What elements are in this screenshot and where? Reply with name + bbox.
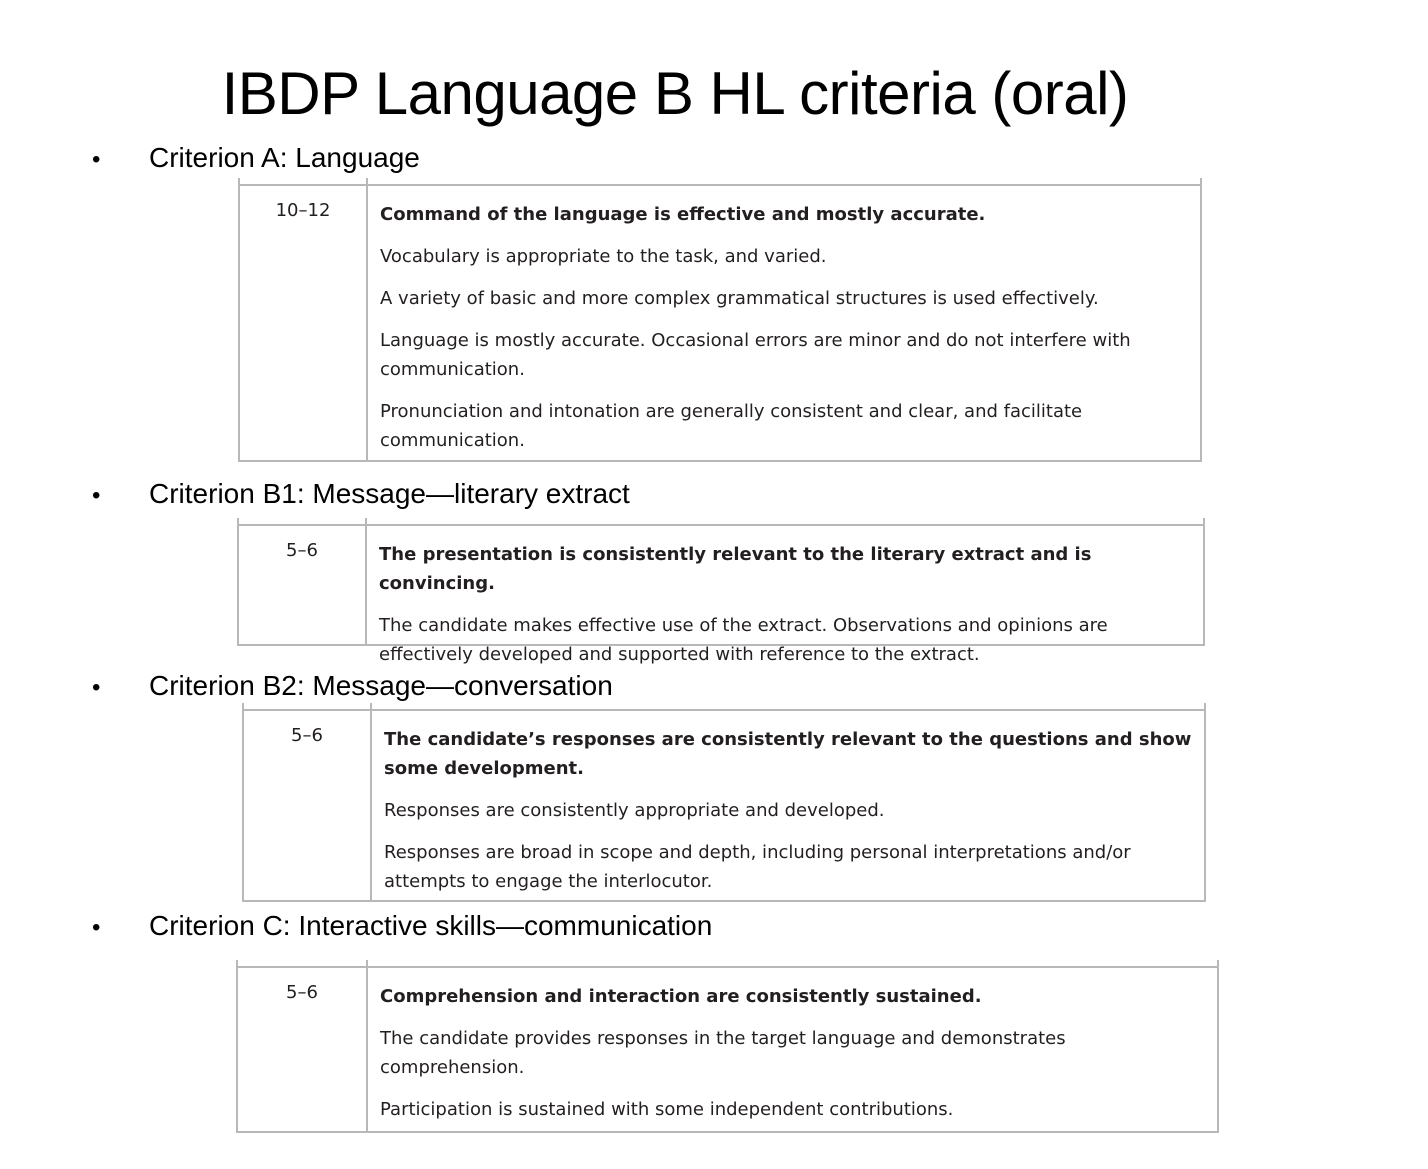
criterion-b1-descriptors	[367, 526, 1203, 665]
bullet-icon: •	[92, 914, 101, 941]
criterion-b2-table	[242, 709, 1206, 902]
criterion-c-table	[236, 966, 1219, 1133]
bullet-icon: •	[92, 674, 101, 701]
bullet-icon: •	[92, 146, 101, 173]
criterion-c-heading-text: Criterion C: Interactive skills—communication	[149, 910, 713, 941]
criterion-c-descriptors	[368, 968, 1217, 1131]
criterion-b2-descriptors	[372, 711, 1204, 900]
criterion-a-line-3: Language is mostly accurate. Occasional errors are minor and do not interfere with communication.	[380, 330, 1131, 380]
criterion-b1-heading	[92, 477, 630, 513]
criterion-a-descriptors	[368, 186, 1200, 460]
slide-title: IBDP Language B HL criteria (oral)	[221, 60, 1129, 127]
criterion-b1-marks: 5–6	[239, 526, 367, 644]
criterion-c-marks: 5–6	[238, 968, 368, 1131]
criterion-b1-table	[237, 524, 1205, 665]
criterion-b2-heading-text: Criterion B2: Message—conversation	[149, 670, 613, 701]
criterion-b2-heading	[92, 669, 613, 705]
criterion-b2-marks: 5–6	[244, 711, 372, 900]
criterion-a-line-2: A variety of basic and more complex grammatical structures is used effectively.	[380, 288, 1099, 309]
criterion-b2-headline: The candidate’s responses are consistently relevant to the questions and show some development.	[384, 729, 1192, 779]
criterion-a-table	[238, 184, 1202, 462]
bullet-icon: •	[92, 482, 101, 509]
criterion-c-line-1: The candidate provides responses in the target language and demonstrates comprehension.	[380, 1028, 1066, 1078]
criterion-a-marks: 10–12	[240, 186, 368, 460]
criterion-a-line-1: Vocabulary is appropriate to the task, and varied.	[380, 246, 827, 267]
criterion-b2-line-1: Responses are consistently appropriate and developed.	[384, 800, 885, 821]
criterion-c-headline: Comprehension and interaction are consistently sustained.	[380, 986, 982, 1007]
criterion-c-line-2: Participation is sustained with some independent contributions.	[380, 1099, 954, 1120]
criterion-a-heading-text: Criterion A: Language	[149, 142, 420, 173]
criterion-a-line-4: Pronunciation and intonation are generally consistent and clear, and facilitate communication.	[380, 401, 1083, 451]
criterion-b1-line-1: The candidate makes effective use of the extract. Observations and opinions are effectively developed and supported with reference to the extract.	[379, 615, 1108, 665]
criterion-b2-line-2: Responses are broad in scope and depth, including personal interpretations and/or attempts to engage the interlocutor.	[384, 842, 1131, 892]
criterion-b1-headline: The presentation is consistently relevant to the literary extract and is convincing.	[379, 544, 1092, 594]
criterion-c-heading	[92, 909, 712, 945]
criterion-b1-heading-text: Criterion B1: Message—literary extract	[149, 478, 630, 509]
criterion-a-headline: Command of the language is effective and mostly accurate.	[380, 204, 986, 225]
criterion-a-heading	[92, 141, 420, 177]
